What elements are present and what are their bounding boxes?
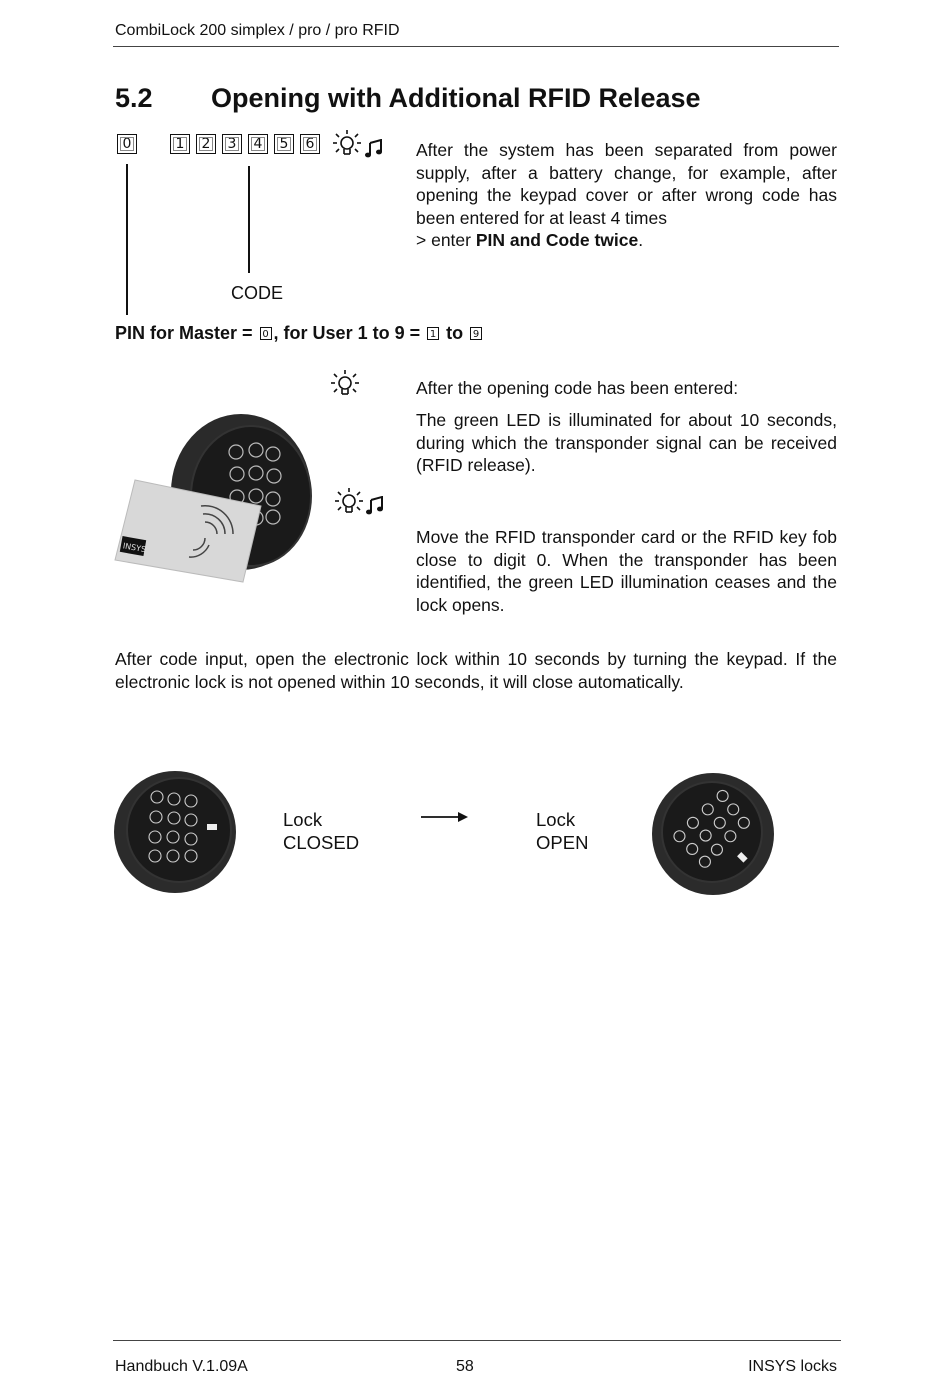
code-key: 1 [170, 134, 190, 154]
master-key: 0 [260, 327, 272, 340]
led-icon [333, 486, 365, 518]
rfid-move-text: Move the RFID transponder card or the RFID key fob close to digit 0. When the transponder has been identified, the green LED illumination ceases and the lock opens. [416, 527, 837, 615]
paragraph-timeout [115, 648, 837, 693]
header-rule [113, 46, 839, 47]
code-pointer-line [248, 166, 250, 273]
enter-suffix: . [638, 230, 644, 250]
lock-closed-line1: Lock [283, 809, 323, 830]
section-title: Opening with Additional RFID Release [211, 83, 701, 113]
lock-open-line2: OPEN [536, 832, 589, 853]
keypad-open-image [650, 772, 776, 898]
green-led-text: The green LED is illuminated for about 10 seconds, during which the transponder signal can be received (RFID release). [416, 410, 837, 475]
lock-closed-line2: CLOSED [283, 832, 360, 853]
paragraph-after-code: After the opening code has been entered: [416, 378, 739, 398]
enter-instruction [416, 229, 837, 252]
pin-to: to [441, 323, 469, 343]
keypad-with-card-image [113, 410, 318, 585]
lock-closed-label [283, 808, 359, 854]
led-icon [331, 128, 363, 160]
code-key: 4 [248, 134, 268, 154]
pin-prefix: PIN for Master = [115, 323, 258, 343]
page-number: 58 [456, 1358, 474, 1375]
paragraph-rfid-move [416, 526, 837, 616]
running-header: CombiLock 200 simplex / pro / pro RFID [115, 22, 400, 39]
pin-definition [115, 323, 484, 344]
enter-prefix: > enter [416, 230, 476, 250]
code-key: 2 [196, 134, 216, 154]
lock-open-label [536, 808, 588, 854]
led-icon [329, 368, 361, 400]
pin-key: 0 [117, 134, 137, 154]
keypad-closed-image [113, 770, 239, 896]
footer-company: INSYS locks [748, 1358, 837, 1375]
music-note-icon [365, 139, 383, 159]
paragraph-green-led [416, 409, 837, 477]
card-brand-text: INSYS [122, 541, 147, 555]
lock-open-line1: Lock [536, 809, 576, 830]
section-number: 5.2 [115, 83, 153, 113]
enter-bold: PIN and Code twice [475, 230, 639, 250]
paragraph-power-reset [416, 139, 837, 252]
pin-pointer-line [126, 164, 128, 315]
pin-middle: , for User 1 to 9 = [273, 323, 426, 343]
code-label: CODE [231, 283, 284, 303]
code-key: 3 [222, 134, 242, 154]
footer-rule [113, 1340, 841, 1341]
code-key: 5 [274, 134, 294, 154]
arrow-right-icon [420, 810, 470, 824]
code-key: 6 [300, 134, 320, 154]
music-note-icon [366, 496, 384, 516]
timeout-text: After code input, open the electronic lock within 10 seconds by turning the keypad. If the electronic lock is not opened within 10 seconds, it will close automatically. [115, 649, 837, 692]
footer-manual-version: Handbuch V.1.09A [115, 1358, 248, 1375]
power-reset-text: After the system has been separated from power supply, after a battery change, for example, after opening the keypad cover or after wrong code has been entered for at least 4 times [416, 140, 837, 228]
user-key-last: 9 [470, 327, 482, 340]
user-key-first: 1 [427, 327, 439, 340]
